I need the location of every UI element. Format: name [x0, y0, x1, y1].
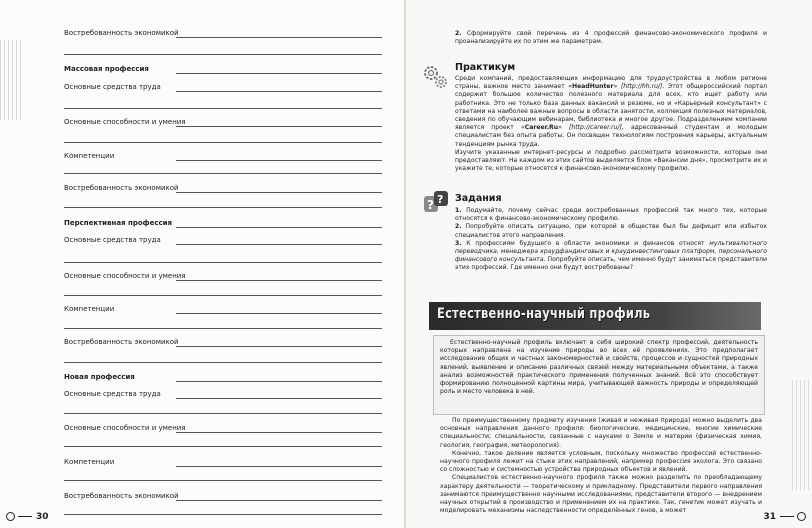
praktikum-heading: Практикум	[455, 62, 516, 73]
section-title: Естественно-научный профиль	[437, 306, 651, 322]
answer-line[interactable]	[176, 313, 382, 314]
intro-text: Естественно-научный профиль включает в себя широкий спектр профессий, деятельность которых направлена на изучение природы во всех её проявлениях. Это предполагает исследование общих и частных закономерностей и свойств, процессов и сущностей природных явлений, выявление и описание различных связей между материальными объектами, а также анализ возможностей практического применения полученных знаний. Всё это способствует формированию полноценной картины мира, учитывающей важность природы и определяющей роль и место человека в ней.	[440, 339, 758, 396]
book-spine	[404, 0, 406, 528]
answer-line[interactable]	[176, 500, 382, 501]
answer-line[interactable]	[64, 480, 382, 481]
row-label: Основные средства труда	[64, 83, 161, 91]
answer-line[interactable]	[176, 160, 382, 161]
answer-line[interactable]	[176, 381, 382, 382]
row-label: Основные способности и умения	[64, 424, 186, 432]
row-label: Компетенции	[64, 458, 115, 466]
answer-line[interactable]	[64, 262, 382, 263]
svg-text:?: ?	[427, 198, 434, 212]
body-text: По преимущественному предмету изучения (живая и неживая природа) можно выделить два основных направления данного профиля: биологические, медицинские, многие химические специальности; специальности, связанные с науками о Земле и материи (физическая химия, геология, география, метеорология). Конечно, такое деление является условным, поскольку множество профессий естественно-научного профиля лежит на стыке этих направлений, например профессия эколога. Это связано со сложностью и системностью устройства природных объектов и явлений. Специалистов естественно-научного профиля также можно разделить по преобладающему характеру деятельности — теоретическому и прикладному. Представители первого направления занимаются преимущественно научными исследованиями, представители второго — внедрением научных открытий в производство и применением их на практике. Так, генетик может изучать и моделировать механизмы наследственности определённых генов, а может	[440, 417, 763, 515]
section-banner	[429, 302, 761, 330]
answer-line[interactable]	[176, 346, 382, 347]
row-label: Востребованность экономикой	[64, 29, 179, 37]
answer-line[interactable]	[64, 142, 382, 143]
row-label: Компетенции	[64, 152, 115, 160]
answer-line[interactable]	[64, 108, 382, 109]
left-page	[0, 0, 405, 528]
answer-line[interactable]	[64, 362, 382, 363]
row-label: Востребованность экономикой	[64, 492, 179, 500]
answer-line[interactable]	[64, 207, 382, 208]
row-label: Компетенции	[64, 305, 115, 313]
answer-line[interactable]	[176, 466, 382, 467]
row-label: Основные способности и умения	[64, 272, 186, 280]
page-marker-icon	[797, 512, 806, 521]
answer-line[interactable]	[176, 126, 382, 127]
task-2: 2. Сформируйте свой перечень из 4 профессий финансово-экономического профиля и проанализируйте их по этим же параметрам.	[455, 30, 768, 46]
answer-line[interactable]	[64, 514, 382, 515]
row-label: Основные средства труда	[64, 390, 161, 398]
row-label: Основные средства труда	[64, 236, 161, 244]
answer-line[interactable]	[176, 91, 382, 92]
answer-line[interactable]	[176, 432, 382, 433]
answer-line[interactable]	[176, 227, 382, 228]
row-label: Основные способности и умения	[64, 118, 186, 126]
row-label: Новая профессия	[64, 373, 135, 381]
answer-line[interactable]	[64, 173, 382, 174]
answer-line[interactable]	[64, 446, 382, 447]
answer-line[interactable]	[176, 73, 382, 74]
page-edge-pattern	[792, 380, 812, 490]
question-marks-icon	[423, 190, 449, 216]
row-label: Востребованность экономикой	[64, 184, 179, 192]
row-label: Востребованность экономикой	[64, 338, 179, 346]
page-number-right: 31	[763, 512, 806, 522]
answer-line[interactable]	[64, 328, 382, 329]
answer-line[interactable]	[64, 295, 382, 296]
answer-line[interactable]	[64, 54, 382, 55]
page-number-left: 30	[6, 512, 49, 522]
row-label: Массовая профессия	[64, 65, 149, 73]
gears-icon	[420, 62, 450, 92]
page-marker-icon	[6, 512, 15, 521]
row-label: Перспективная профессия	[64, 219, 173, 227]
answer-line[interactable]	[176, 37, 382, 38]
zadaniya-list: 1. Подумайте, почему сейчас среди востребованных профессий так много тех, которые относятся к финансово-экономическому профилю. 2. Попробуйте описать ситуацию, при которой в обществе был бы дефицит или избыток специалистов этого направления. 3. К профессиям будущего в области экономики и финансов относят мультивалютного переводчика, менеджера краудфандинговых и краудинвестинговых платформ, персонального финансового консультанта. Попробуйте описать, чем именно будут заниматься представители этих профессий. Где именно они будут востребованы?	[455, 207, 768, 272]
praktikum-text: Среди компаний, предоставляющих информацию для трудоустройства в любом регионе страны, важное место занимает «HeadHunter» [http://hh.ru/]. Этот общероссийский портал содержит большое количество полезного материала для всех, кто ищет работу или работника. Это не только база данных вакансий и резюме, но и «Карьерный консультант» с ответами на наиболее важные вопросы в области занятости, коллекция полезных материалов, сведения по обучающим вебинарам, библиотека и многое другое. Подразделением компании является проект «Career.Ru» [http://career.ru/], адресованный студентам и молодым специалистам без опыта работы. Он посвящен технологиям построения карьеры, актуальным тенденциям рынка труда. Изучите указанные интернет-ресурсы и подробно рассмотрите возможности, которые они предоставляют. На каждом из этих сайтов выделяется блок «Вакансии дня», просмотрите их и укажите те, которые относятся к финансово-экономическому профилю.	[455, 75, 768, 173]
svg-text:?: ?	[437, 193, 444, 206]
answer-line[interactable]	[176, 398, 382, 399]
zadaniya-heading: Задания	[455, 193, 502, 204]
answer-line[interactable]	[176, 192, 382, 193]
answer-line[interactable]	[64, 413, 382, 414]
page-edge-pattern	[0, 40, 22, 120]
answer-line[interactable]	[176, 244, 382, 245]
answer-line[interactable]	[176, 280, 382, 281]
